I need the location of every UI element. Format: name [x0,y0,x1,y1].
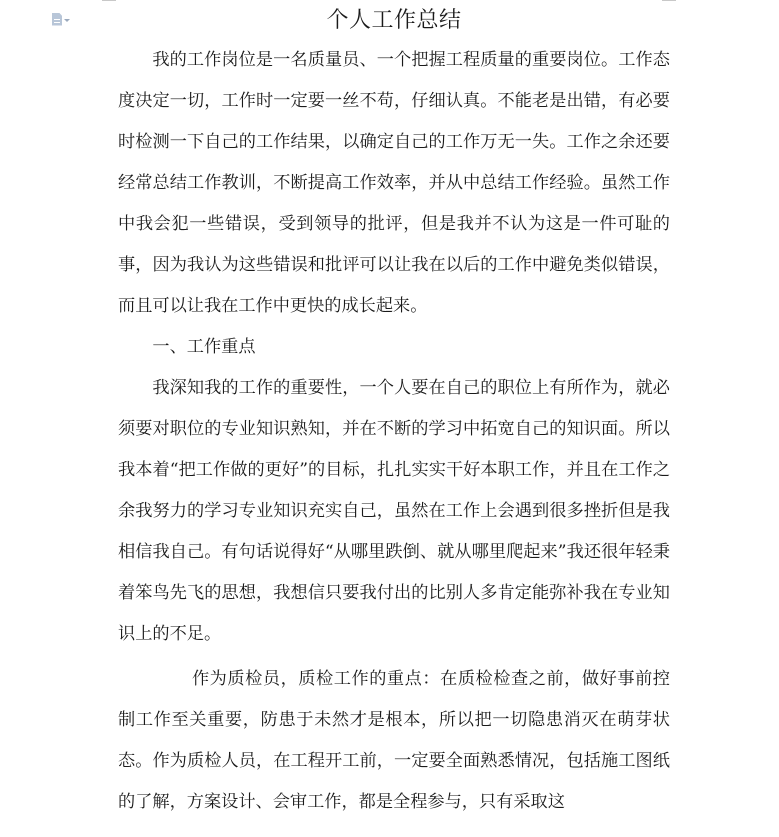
document-body [118,40,670,823]
document-icon [52,13,62,26]
chevron-down-icon [64,19,70,22]
paragraph-intro: 我的工作岗位是一名质量员、一个把握工程质量的重要岗位。工作态度决定一切，工作时一定要一丝不苟，仔细认真。不能老是出错，有必要时检测一下自己的工作结果，以确定自己的工作万无一失。工作之余还要经常总结工作教训，不断提高工作效率，并从中总结工作经验。虽然工作中我会犯一些错误，受到领导的批评，但是我并不认为这是一件可耻的事，因为我认为这些错误和批评可以让我在以后的工作中避免类似错误，而且可以让我在工作中更快的成长起来。 [118,50,670,316]
margin-marker-right [662,0,676,1]
paragraph-work-focus: 我深知我的工作的重要性，一个人要在自己的职位上有所作为，就必须要对职位的专业知识熟知，并在不断的学习中拓宽自己的知识面。所以我本着“把工作做的更好”的目标，扎扎实实干好本职工作，并且在工作之余我努力的学习专业知识充实自己，虽然在工作上会遇到很多挫折但是我相信我自己。有句话说得好“从哪里跌倒、就从哪里爬起来”我还很年轻秉着笨鸟先飞的思想，我想信只要我付出的比别人多肯定能弥补我在专业知识上的不足。 [118,378,670,644]
paragraph-quality-inspection: 作为质检员，质检工作的重点：在质检检查之前，做好事前控制工作至关重要，防患于未然才是根本，所以把一切隐患消灭在萌芽状态。作为质检人员，在工程开工前，一定要全面熟悉情况，包括施工图纸的了解，方案设计、会审工作，都是全程参与，只有采取这 [118,669,670,812]
document-menu-icon[interactable] [52,11,76,27]
section-heading: 一、工作重点 [152,337,256,357]
margin-marker-left [102,0,116,1]
document-title: 个人工作总结 [326,8,462,33]
